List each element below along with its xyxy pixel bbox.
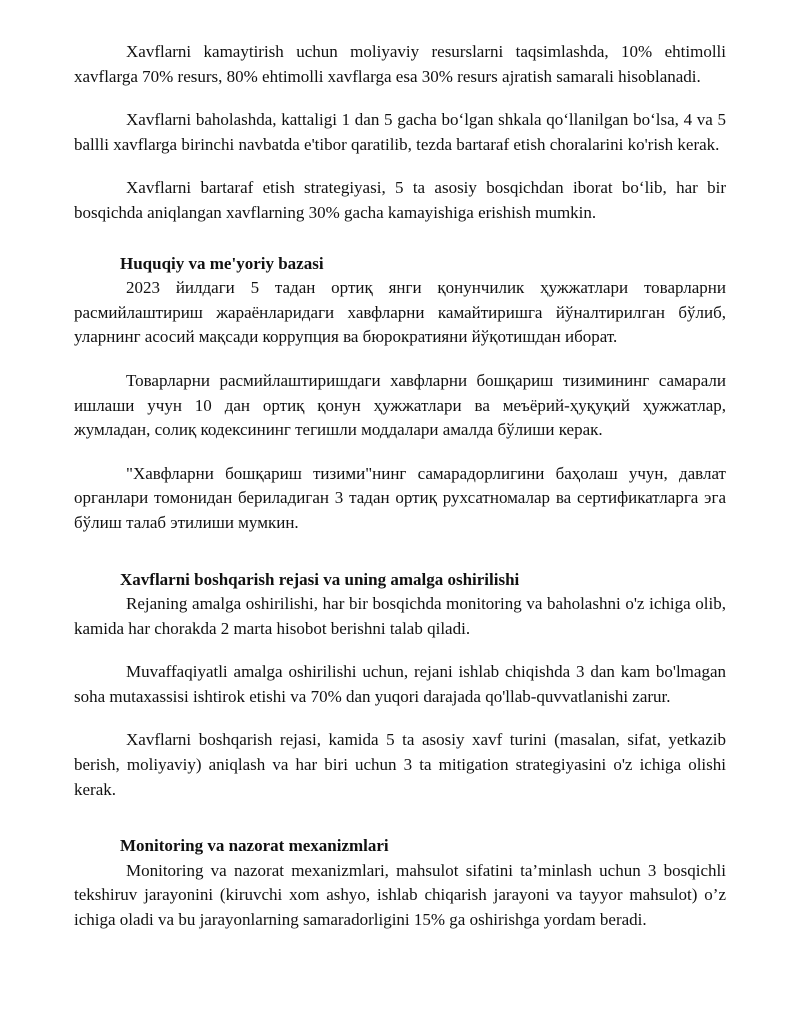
heading-risk-plan: Xavflarni boshqarish rejasi va uning amalga oshirilishi [120, 569, 520, 589]
paragraph-plan-reporting: Rejaning amalga oshirilishi, har bir bosqichda monitoring va baholashni o'z ichiga olib, kamida har chorakda 2 marta hisobot berishni talab qiladi. [74, 594, 726, 638]
document-page [74, 40, 726, 950]
paragraph-legal-documents: Товарларни расмийлаштиришдаги хавфларни бошқариш тизимининг самарали ишлаши учун 10 дан ортиқ қонун ҳужжатлари ва меъёрий-ҳуқуқий ҳужжатлар, жумладан, солиқ кодексининг тегишли моддалари амалда бўлиши керак. [74, 370, 726, 440]
paragraph-monitoring-process: Monitoring va nazorat mexanizmlari, mahsulot sifatini ta’minlash uchun 3 bosqichli tekshiruv jarayonini (kiruvchi xom ashyo, ishlab chiqarish jarayoni va tayyor mahsulot) o’z ichiga oladi va bu jarayonlarning samaradorligini 15% ga oshirishga yordam beradi. [74, 860, 726, 930]
paragraph-plan-experts: Muvaffaqiyatli amalga oshirilishi uchun, rejani ishlab chiqishda 3 dan kam bo'lmagan soha mutaxassisi ishtirok etishi va 70% dan yuqori darajada qo'llab-quvvatlanishi zarur. [74, 662, 726, 706]
paragraph-mitigation-strategy: Xavflarni bartaraf etish strategiyasi, 5 ta asosiy bosqichdan iborat bo‘lib, har bir bosqichda aniqlangan xavflarning 30% gacha kamayishiga erishish mumkin. [74, 178, 726, 222]
heading-legal-basis: Huquqiy va me'yoriy bazasi [120, 253, 324, 273]
paragraph-resource-allocation: Xavflarni kamaytirish uchun moliyaviy resurslarni taqsimlashda, 10% ehtimolli xavflarga 70% resurs, 80% ehtimolli xavflarga esa 30% resurs ajratish samarali hisoblanadi. [74, 42, 726, 86]
heading-monitoring: Monitoring va nazorat mexanizmlari [120, 836, 389, 856]
paragraph-plan-risk-types: Xavflarni boshqarish rejasi, kamida 5 ta asosiy xavf turini (masalan, sifat, yetkazib berish, moliyaviy) aniqlash va har biri uchun 3 ta mitigation strategiyasini o'z ichiga olishi kerak. [74, 730, 726, 799]
paragraph-permits: "Хавфларни бошқариш тизими"нинг самарадорлигини баҳолаш учун, давлат органлари томонидан бериладиган 3 тадан ортиқ рухсатномалар ва сертификатларга эга бўлиш талаб этилиши мумкин. [74, 463, 726, 532]
paragraph-legal-acts: 2023 йилдаги 5 тадан ортиқ янги қонунчилик ҳужжатлари товарларни расмийлаштириш жараёнларидаги хавфларни камайтиришга йўналтирилган бўлиб, уларнинг асосий мақсади коррупция ва бюрократияни йўқотишдан иборат. [74, 278, 726, 347]
paragraph-risk-assessment: Xavflarni baholashda, kattaligi 1 dan 5 gacha bo‘lgan shkala qo‘llanilgan bo‘lsa, 4 va 5 ballli xavflarga birinchi navbatda e'tibor qaratilib, tezda bartaraf etish choralarini ko'rish kerak. [74, 110, 726, 154]
